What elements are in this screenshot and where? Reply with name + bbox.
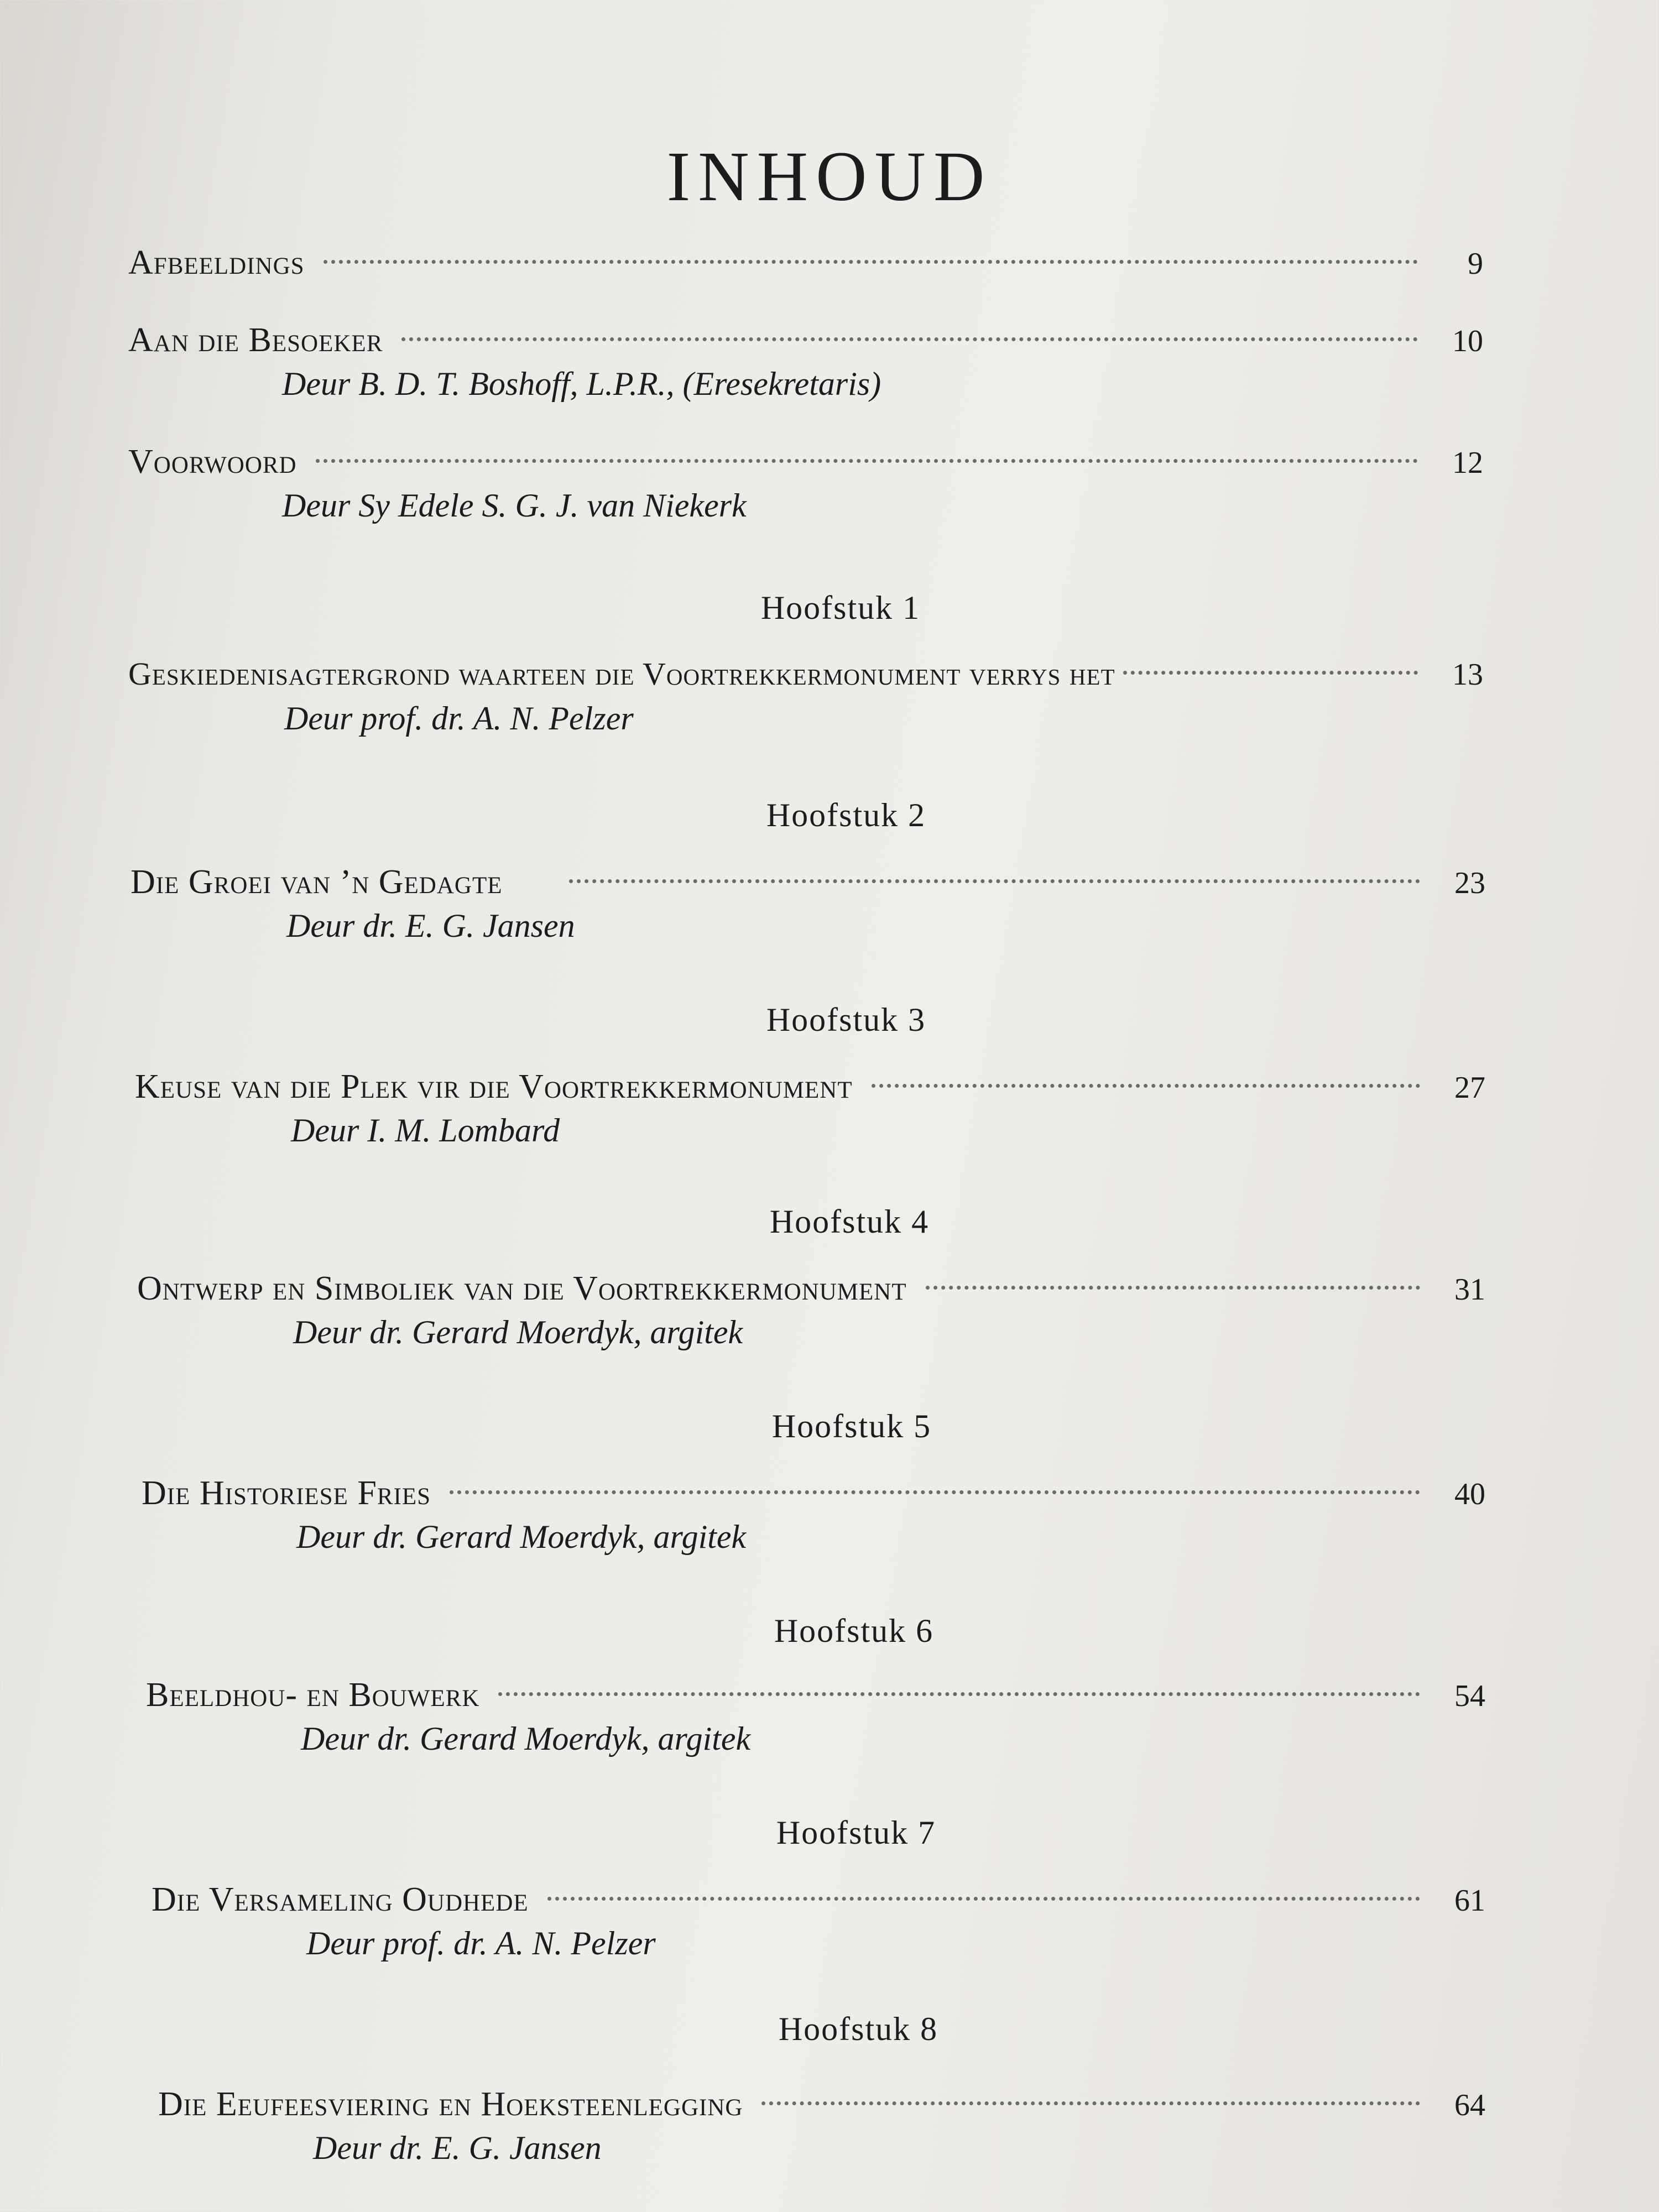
chapter-label: Hoofstuk 5 [771, 1408, 932, 1444]
toc-entry-title: Beeldhou- en Bouwerk [146, 1676, 480, 1714]
toc-entry-author: Deur B. D. T. Boshoff, L.P.R., (Eresekretaris) [282, 366, 881, 402]
dot-leader [1123, 671, 1418, 675]
toc-entry-author: Deur dr. E. G. Jansen [286, 907, 575, 944]
toc-entry-author: Deur dr. Gerard Moerdyk, argitek [296, 1519, 747, 1555]
toc-entry-author: Deur dr. Gerard Moerdyk, argitek [301, 1720, 751, 1757]
toc-page-number: 40 [1454, 1477, 1485, 1511]
chapter-label: Hoofstuk 7 [776, 1814, 936, 1851]
toc-entry-title: Afbeeldings [128, 244, 305, 281]
toc-entry [158, 2085, 1485, 2184]
toc-page-number: 64 [1454, 2088, 1485, 2122]
toc-entry-author: Deur Sy Edele S. G. J. van Niekerk [282, 487, 747, 524]
dot-leader [324, 260, 1418, 264]
toc-entry [135, 1067, 1485, 1167]
toc-entry [152, 1880, 1485, 1980]
toc-page-number: 61 [1454, 1884, 1485, 1918]
toc-page-number: 9 [1468, 247, 1483, 281]
toc-entry [137, 1269, 1485, 1369]
toc-entry-title: Die Eeufeesviering en Hoeksteenlegging [158, 2085, 743, 2123]
dot-leader [401, 337, 1418, 341]
toc-entry [128, 442, 1483, 542]
toc-page-number: 31 [1454, 1272, 1485, 1307]
toc-entry [131, 863, 1485, 962]
toc-entry [142, 1474, 1485, 1573]
dot-leader [926, 1286, 1420, 1290]
dot-leader [316, 459, 1418, 463]
toc-entry-title: Die Groei van ’n Gedagte [131, 863, 503, 901]
toc-page-number: 12 [1452, 446, 1483, 480]
toc-entry-title: Keuse van die Plek vir die Voortrekkermonument [135, 1068, 853, 1105]
chapter-label: Hoofstuk 4 [769, 1203, 930, 1240]
chapter-label: Hoofstuk 1 [760, 589, 921, 626]
chapter-label: Hoofstuk 3 [766, 1001, 926, 1038]
dot-leader [761, 2101, 1420, 2105]
toc-page-number: 54 [1454, 1679, 1485, 1713]
toc-entry-title: Aan die Besoeker [128, 321, 383, 359]
toc-entry-title: Geskiedenisagtergrond waarteen die Voortrekkermonument verrys het [128, 656, 1115, 692]
dot-leader [569, 879, 1420, 883]
toc-entry-author: Deur dr. E. G. Jansen [313, 2130, 602, 2166]
contents-heading: INHOUD [666, 137, 993, 216]
dot-leader [547, 1897, 1420, 1901]
dot-leader [498, 1692, 1420, 1696]
toc-entry-author: Deur I. M. Lombard [291, 1112, 560, 1149]
toc-entry-title: Die Versameling Oudhede [152, 1881, 529, 1918]
toc-entry-title: Ontwerp en Simboliek van die Voortrekkermonument [137, 1270, 907, 1307]
toc-page-number: 27 [1454, 1071, 1485, 1105]
toc-entry-title: Die Historiese Fries [142, 1474, 431, 1512]
toc-entry [146, 1676, 1485, 1775]
chapter-label: Hoofstuk 6 [774, 1613, 934, 1649]
toc-entry-author: Deur prof. dr. A. N. Pelzer [306, 1925, 656, 1961]
chapter-label: Hoofstuk 8 [778, 2011, 938, 2047]
toc-page-number: 10 [1452, 324, 1483, 358]
toc-entry [128, 321, 1483, 420]
toc-entry [128, 655, 1483, 755]
toc-page-number: 23 [1454, 866, 1485, 900]
toc-entry-author: Deur prof. dr. A. N. Pelzer [284, 700, 634, 737]
dot-leader [872, 1084, 1420, 1088]
toc-page-number: 13 [1452, 658, 1483, 692]
toc-entry-title: Voorwoord [128, 443, 297, 481]
dot-leader [450, 1490, 1420, 1494]
chapter-label: Hoofstuk 2 [766, 797, 926, 833]
toc-entry-author: Deur dr. Gerard Moerdyk, argitek [293, 1314, 743, 1350]
